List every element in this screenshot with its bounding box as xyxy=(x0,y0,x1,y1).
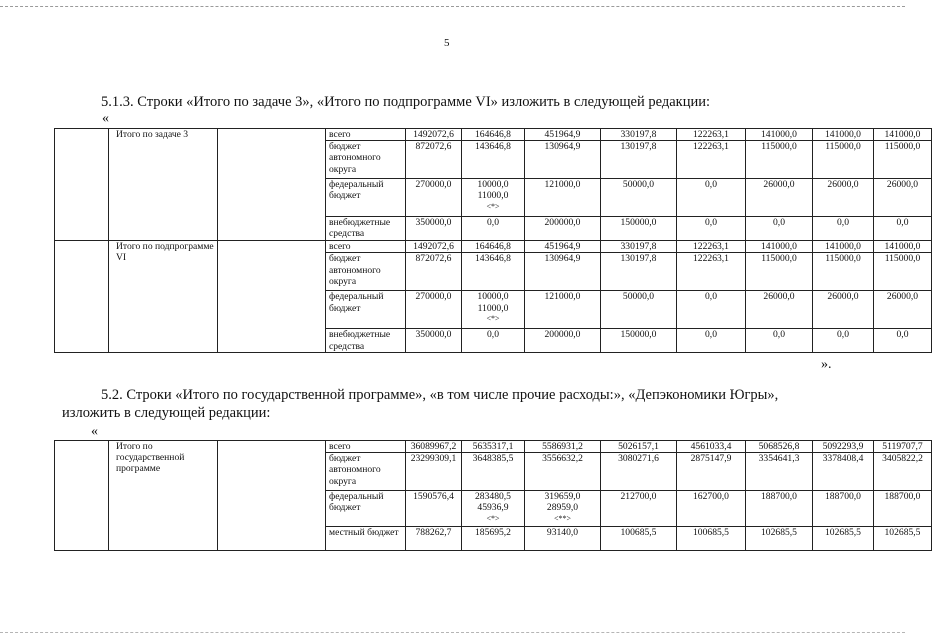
value-cell: 130197,8 xyxy=(601,253,677,291)
group-title-cell: Итого по задаче 3 xyxy=(109,129,218,241)
footnote-marker: <*> xyxy=(486,201,500,211)
value-cell: 143646,8 xyxy=(462,141,525,179)
value-cell: 1492072,6 xyxy=(406,129,462,141)
value-cell: 141000,0 xyxy=(746,129,813,141)
value-cell: 115000,0 xyxy=(746,141,813,179)
value-cell: 150000,0 xyxy=(601,329,677,353)
value-cell: 5068526,8 xyxy=(746,441,813,453)
value-cell: 130197,8 xyxy=(601,141,677,179)
value-cell: 0,0 xyxy=(677,217,746,241)
value-cell: 115000,0 xyxy=(813,253,874,291)
scan-top-edge xyxy=(0,6,905,7)
value-cell: 212700,0 xyxy=(601,491,677,527)
value-cell: 350000,0 xyxy=(406,217,462,241)
value-cell: 451964,9 xyxy=(525,129,601,141)
value-cell: 5635317,1 xyxy=(462,441,525,453)
value-cell: 200000,0 xyxy=(525,217,601,241)
value-cell: 3080271,6 xyxy=(601,453,677,491)
value-cell: 5092293,9 xyxy=(813,441,874,453)
value-cell: 141000,0 xyxy=(813,129,874,141)
value-cell: 270000,0 xyxy=(406,179,462,217)
value-extra: 45936,9 xyxy=(477,502,509,514)
value-cell: 451964,9 xyxy=(525,241,601,253)
blank-cell xyxy=(218,129,326,241)
value-cell: 0,0 xyxy=(874,217,932,241)
value-cell: 102685,5 xyxy=(874,527,932,551)
value-cell xyxy=(462,491,525,527)
value-cell: 164646,8 xyxy=(462,241,525,253)
blank-cell xyxy=(55,129,109,241)
value-extra: 11000,0 xyxy=(477,302,509,314)
blank-cell xyxy=(218,441,326,551)
funding-source-cell: бюджет автономного округа xyxy=(326,141,406,179)
value-cell: 3556632,2 xyxy=(525,453,601,491)
value-cell: 26000,0 xyxy=(746,291,813,329)
value-cell xyxy=(462,291,525,329)
value-cell: 115000,0 xyxy=(874,253,932,291)
scan-bottom-edge xyxy=(0,632,905,633)
value-cell: 26000,0 xyxy=(874,291,932,329)
funding-source-cell: бюджет автономного округа xyxy=(326,453,406,491)
value-cell: 185695,2 xyxy=(462,527,525,551)
value-cell: 330197,8 xyxy=(601,129,677,141)
value-extra: 11000,0 xyxy=(477,190,509,202)
value-cell: 102685,5 xyxy=(746,527,813,551)
value-text: 283480,5 xyxy=(475,491,511,503)
value-cell: 130964,9 xyxy=(525,253,601,291)
table-row xyxy=(55,129,932,141)
value-cell: 0,0 xyxy=(813,329,874,353)
value-text: 10000,0 xyxy=(477,291,509,303)
funding-source-cell: местный бюджет xyxy=(326,527,406,551)
value-cell: 0,0 xyxy=(462,329,525,353)
funding-source-cell: всего xyxy=(326,241,406,253)
value-cell: 3405822,2 xyxy=(874,453,932,491)
value-cell: 270000,0 xyxy=(406,291,462,329)
footnote-marker: <*> xyxy=(486,313,500,323)
value-cell: 5026157,1 xyxy=(601,441,677,453)
value-cell: 0,0 xyxy=(746,217,813,241)
value-cell: 50000,0 xyxy=(601,291,677,329)
funding-source-cell: внебюджетные средства xyxy=(326,217,406,241)
value-cell: 0,0 xyxy=(677,291,746,329)
value-cell: 122263,1 xyxy=(677,129,746,141)
section-52-heading-line2: изложить в следующей редакции: xyxy=(62,405,271,421)
value-cell: 3648385,5 xyxy=(462,453,525,491)
value-cell: 23299309,1 xyxy=(406,453,462,491)
value-cell: 5119707,7 xyxy=(874,441,932,453)
value-cell: 2875147,9 xyxy=(677,453,746,491)
section-52-heading-line1: 5.2. Строки «Итого по государственной программе», «в том числе прочие расходы:», «Депэкономики Югры», xyxy=(101,387,779,403)
value-cell: 0,0 xyxy=(677,329,746,353)
value-cell: 141000,0 xyxy=(874,241,932,253)
value-cell: 26000,0 xyxy=(746,179,813,217)
section-513-close-quote: ». xyxy=(821,357,832,372)
value-cell: 93140,0 xyxy=(525,527,601,551)
value-cell: 122263,1 xyxy=(677,253,746,291)
value-cell: 0,0 xyxy=(813,217,874,241)
value-cell: 0,0 xyxy=(874,329,932,353)
value-cell: 141000,0 xyxy=(746,241,813,253)
value-cell: 50000,0 xyxy=(601,179,677,217)
value-cell: 150000,0 xyxy=(601,217,677,241)
value-cell: 0,0 xyxy=(677,179,746,217)
value-cell: 188700,0 xyxy=(874,491,932,527)
value-cell: 121000,0 xyxy=(525,179,601,217)
value-cell: 162700,0 xyxy=(677,491,746,527)
funding-source-cell: федеральный бюджет xyxy=(326,491,406,527)
value-cell: 0,0 xyxy=(746,329,813,353)
table-513 xyxy=(54,128,932,353)
value-extra: 28959,0 xyxy=(546,502,579,514)
value-cell: 1590576,4 xyxy=(406,491,462,527)
value-cell: 102685,5 xyxy=(813,527,874,551)
footnote-marker: <**> xyxy=(553,513,572,523)
value-cell: 1492072,6 xyxy=(406,241,462,253)
value-cell: 5586931,2 xyxy=(525,441,601,453)
value-cell xyxy=(462,179,525,217)
group-title-cell: Итого по подпрограмме VI xyxy=(109,241,218,353)
value-cell: 143646,8 xyxy=(462,253,525,291)
funding-source-cell: всего xyxy=(326,129,406,141)
value-cell: 141000,0 xyxy=(874,129,932,141)
table-row xyxy=(55,441,932,453)
funding-source-cell: федеральный бюджет xyxy=(326,291,406,329)
value-cell: 115000,0 xyxy=(746,253,813,291)
value-cell: 350000,0 xyxy=(406,329,462,353)
page-number: 5 xyxy=(444,37,450,49)
value-cell: 188700,0 xyxy=(746,491,813,527)
value-cell: 872072,6 xyxy=(406,253,462,291)
value-cell: 3378408,4 xyxy=(813,453,874,491)
value-cell: 121000,0 xyxy=(525,291,601,329)
value-cell xyxy=(525,491,601,527)
value-cell: 115000,0 xyxy=(874,141,932,179)
value-cell: 115000,0 xyxy=(813,141,874,179)
section-513-heading: 5.1.3. Строки «Итого по задаче 3», «Итого по подпрограмме VI» изложить в следующей редакции: xyxy=(101,94,711,110)
funding-source-cell: бюджет автономного округа xyxy=(326,253,406,291)
table-52 xyxy=(54,440,932,551)
blank-cell xyxy=(218,241,326,353)
value-cell: 26000,0 xyxy=(874,179,932,217)
value-cell: 141000,0 xyxy=(813,241,874,253)
table-row xyxy=(55,241,932,253)
footnote-marker: <*> xyxy=(486,513,500,523)
value-cell: 872072,6 xyxy=(406,141,462,179)
funding-source-cell: внебюджетные средства xyxy=(326,329,406,353)
value-cell: 0,0 xyxy=(462,217,525,241)
value-cell: 36089967,2 xyxy=(406,441,462,453)
value-cell: 164646,8 xyxy=(462,129,525,141)
value-cell: 200000,0 xyxy=(525,329,601,353)
value-cell: 122263,1 xyxy=(677,141,746,179)
value-cell: 26000,0 xyxy=(813,291,874,329)
section-52-open-quote: « xyxy=(91,424,98,439)
value-cell: 100685,5 xyxy=(601,527,677,551)
group-title-cell: Итого по государственной программе xyxy=(109,441,218,551)
value-cell: 3354641,3 xyxy=(746,453,813,491)
value-cell: 122263,1 xyxy=(677,241,746,253)
funding-source-cell: всего xyxy=(326,441,406,453)
value-cell: 330197,8 xyxy=(601,241,677,253)
blank-cell xyxy=(55,241,109,353)
value-text: 319659,0 xyxy=(544,491,581,503)
value-cell: 788262,7 xyxy=(406,527,462,551)
blank-cell xyxy=(55,441,109,551)
value-cell: 4561033,4 xyxy=(677,441,746,453)
section-513-open-quote: « xyxy=(102,111,109,126)
value-cell: 26000,0 xyxy=(813,179,874,217)
value-cell: 188700,0 xyxy=(813,491,874,527)
value-cell: 130964,9 xyxy=(525,141,601,179)
value-text: 10000,0 xyxy=(477,179,509,191)
value-cell: 100685,5 xyxy=(677,527,746,551)
funding-source-cell: федеральный бюджет xyxy=(326,179,406,217)
